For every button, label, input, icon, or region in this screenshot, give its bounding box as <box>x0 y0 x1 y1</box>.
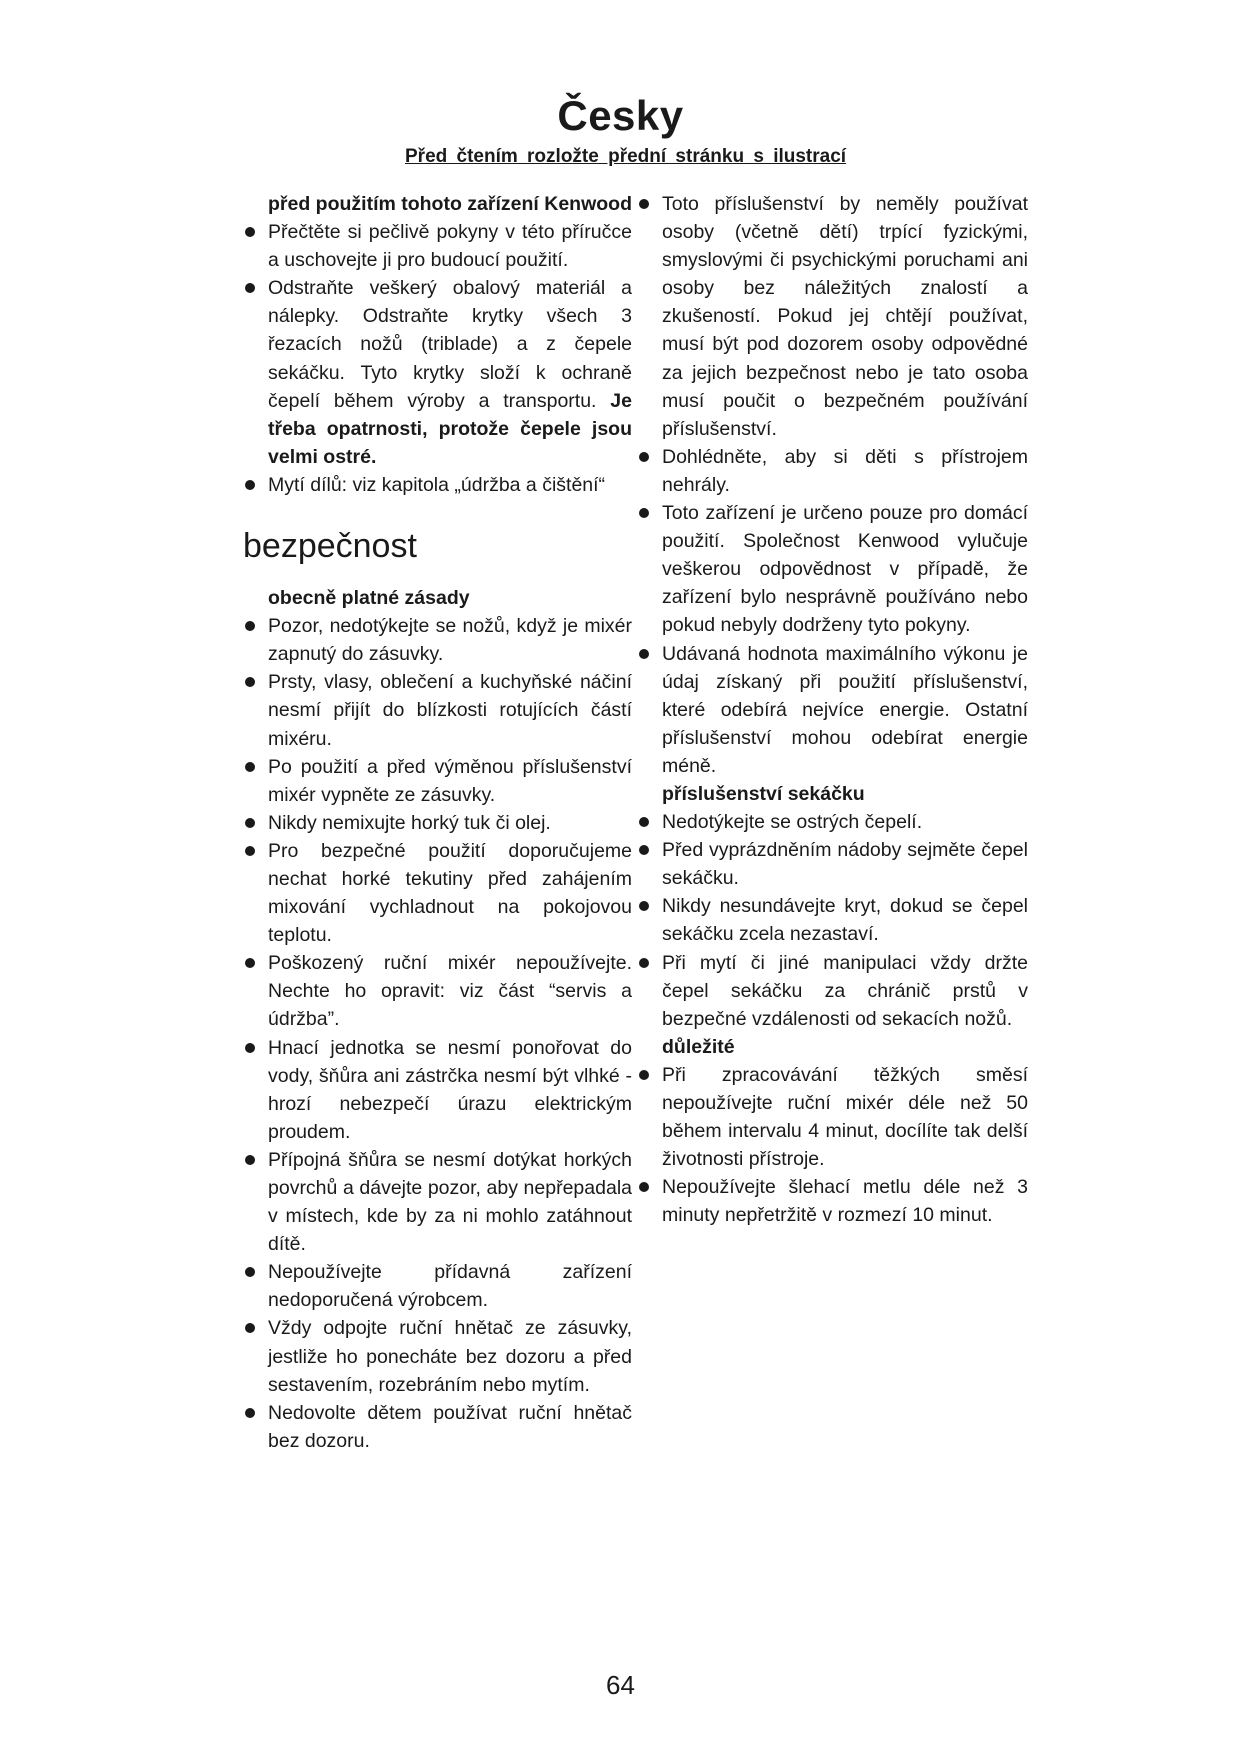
list-item: Pro bezpečné použití doporučujeme nechat horké tekutiny před zahájením mixování vychladnout na pokojovou teplotu. <box>268 837 632 949</box>
general-rules-list <box>268 612 632 1455</box>
list-item: Nikdy nemixujte horký tuk či olej. <box>268 809 632 837</box>
list-item: Po použití a před výměnou příslušenství mixér vypněte ze zásuvky. <box>268 753 632 809</box>
list-item <box>268 274 632 471</box>
list-item: Při mytí či jiné manipulaci vždy držte čepel sekáčku za chránič prstů v bezpečné vzdálenosti od sekacích nožů. <box>662 949 1028 1033</box>
list-item: Poškozený ruční mixér nepoužívejte. Nechte ho opravit: viz část “servis a údržba”. <box>268 949 632 1033</box>
list-item: Mytí dílů: viz kapitola „údržba a čištění“ <box>268 471 632 499</box>
general-rules-heading: obecně platné zásady <box>268 587 470 610</box>
important-list <box>662 1061 1028 1230</box>
list-item: Vždy odpojte ruční hnětač ze zásuvky, jestliže ho ponecháte bez dozoru a před sestavením, rozebráním nebo mytím. <box>268 1314 632 1398</box>
list-item: Nepoužívejte přídavná zařízení nedoporučená výrobcem. <box>268 1258 632 1314</box>
before-use-heading: před použitím tohoto zařízení Kenwood <box>268 193 632 215</box>
list-item: Před vyprázdněním nádoby sejměte čepel sekáčku. <box>662 836 1028 892</box>
list-item-text: Odstraňte veškerý obalový materiál a nálepky. Odstraňte krytky všech 3 řezacích nožů (triblade) a z čepele sekáčku. Tyto krytky složí k ochraně čepelí během výroby a transportu. <box>268 277 632 412</box>
warning-text: Je třeba opatrnosti, protože čepele jsou velmi ostré. <box>268 389 632 468</box>
list-item: Dohlédněte, aby si děti s přístrojem nehrály. <box>662 443 1028 499</box>
list-item: Nedotýkejte se ostrých čepelí. <box>662 808 1028 836</box>
list-item: Nedovolte dětem používat ruční hnětač bez dozoru. <box>268 1399 632 1455</box>
list-item: Hnací jednotka se nesmí ponořovat do vody, šňůra ani zástrčka nesmí být vlhké - hrozí nebezpečí úrazu elektrickým proudem. <box>268 1034 632 1146</box>
list-item: Prsty, vlasy, oblečení a kuchyňské náčiní nesmí přijít do blízkosti rotujících částí mixéru. <box>268 668 632 752</box>
right-column <box>662 190 1028 1229</box>
list-item: Přečtěte si pečlivě pokyny v této příručce a uschovejte ji pro budoucí použití. <box>268 218 632 274</box>
list-item: Nikdy nesundávejte kryt, dokud se čepel sekáčku zcela nezastaví. <box>662 892 1028 948</box>
important-heading: důležité <box>662 1035 735 1058</box>
list-item: Udávaná hodnota maximálního výkonu je údaj získaný při použití příslušenství, které odebírá nejvíce energie. Ostatní příslušenství mohou odebírat energie méně. <box>662 640 1028 780</box>
list-item: Nepoužívejte šlehací metlu déle než 3 minuty nepřetržitě v rozmezí 10 minut. <box>662 1173 1028 1229</box>
list-item: Pozor, nedotýkejte se nožů, když je mixér zapnutý do zásuvky. <box>268 612 632 668</box>
chopper-heading: příslušenství sekáčku <box>662 782 865 805</box>
before-use-list <box>268 218 632 499</box>
left-column <box>243 190 632 1455</box>
list-item: Toto zařízení je určeno pouze pro domácí použití. Společnost Kenwood vylučuje veškerou odpovědnost v případě, že zařízení bylo nesprávně používáno nebo pokud nebyly dodrženy tyto pokyny. <box>662 499 1028 639</box>
section-heading-safety: bezpečnost <box>243 527 417 566</box>
list-item: Přípojná šňůra se nesmí dotýkat horkých povrchů a dávejte pozor, aby nepřepadala v místech, kde by za ni mohlo zatáhnout dítě. <box>268 1146 632 1258</box>
page-number: 64 <box>606 1670 635 1700</box>
general-rules-list-continued <box>662 190 1028 780</box>
page-title: Česky <box>557 92 684 140</box>
list-item: Při zpracovávání těžkých směsí nepoužívejte ruční mixér déle než 50 během intervalu 4 minut, docílíte tak delší životnosti přístroje. <box>662 1061 1028 1173</box>
chopper-list <box>662 808 1028 1033</box>
list-item: Toto příslušenství by neměly používat osoby (včetně dětí) trpící fyzickými, smyslovými či psychickými poruchami ani osoby bez náležitých znalostí a zkušeností. Pokud jej chtějí používat, musí být pod dozorem osoby odpovědné za jejich bezpečnost nebo je tato osoba musí poučit o bezpečném používání příslušenství. <box>662 190 1028 443</box>
page-subtitle: Před čtením rozložte přední stránku s ilustrací <box>405 146 847 167</box>
